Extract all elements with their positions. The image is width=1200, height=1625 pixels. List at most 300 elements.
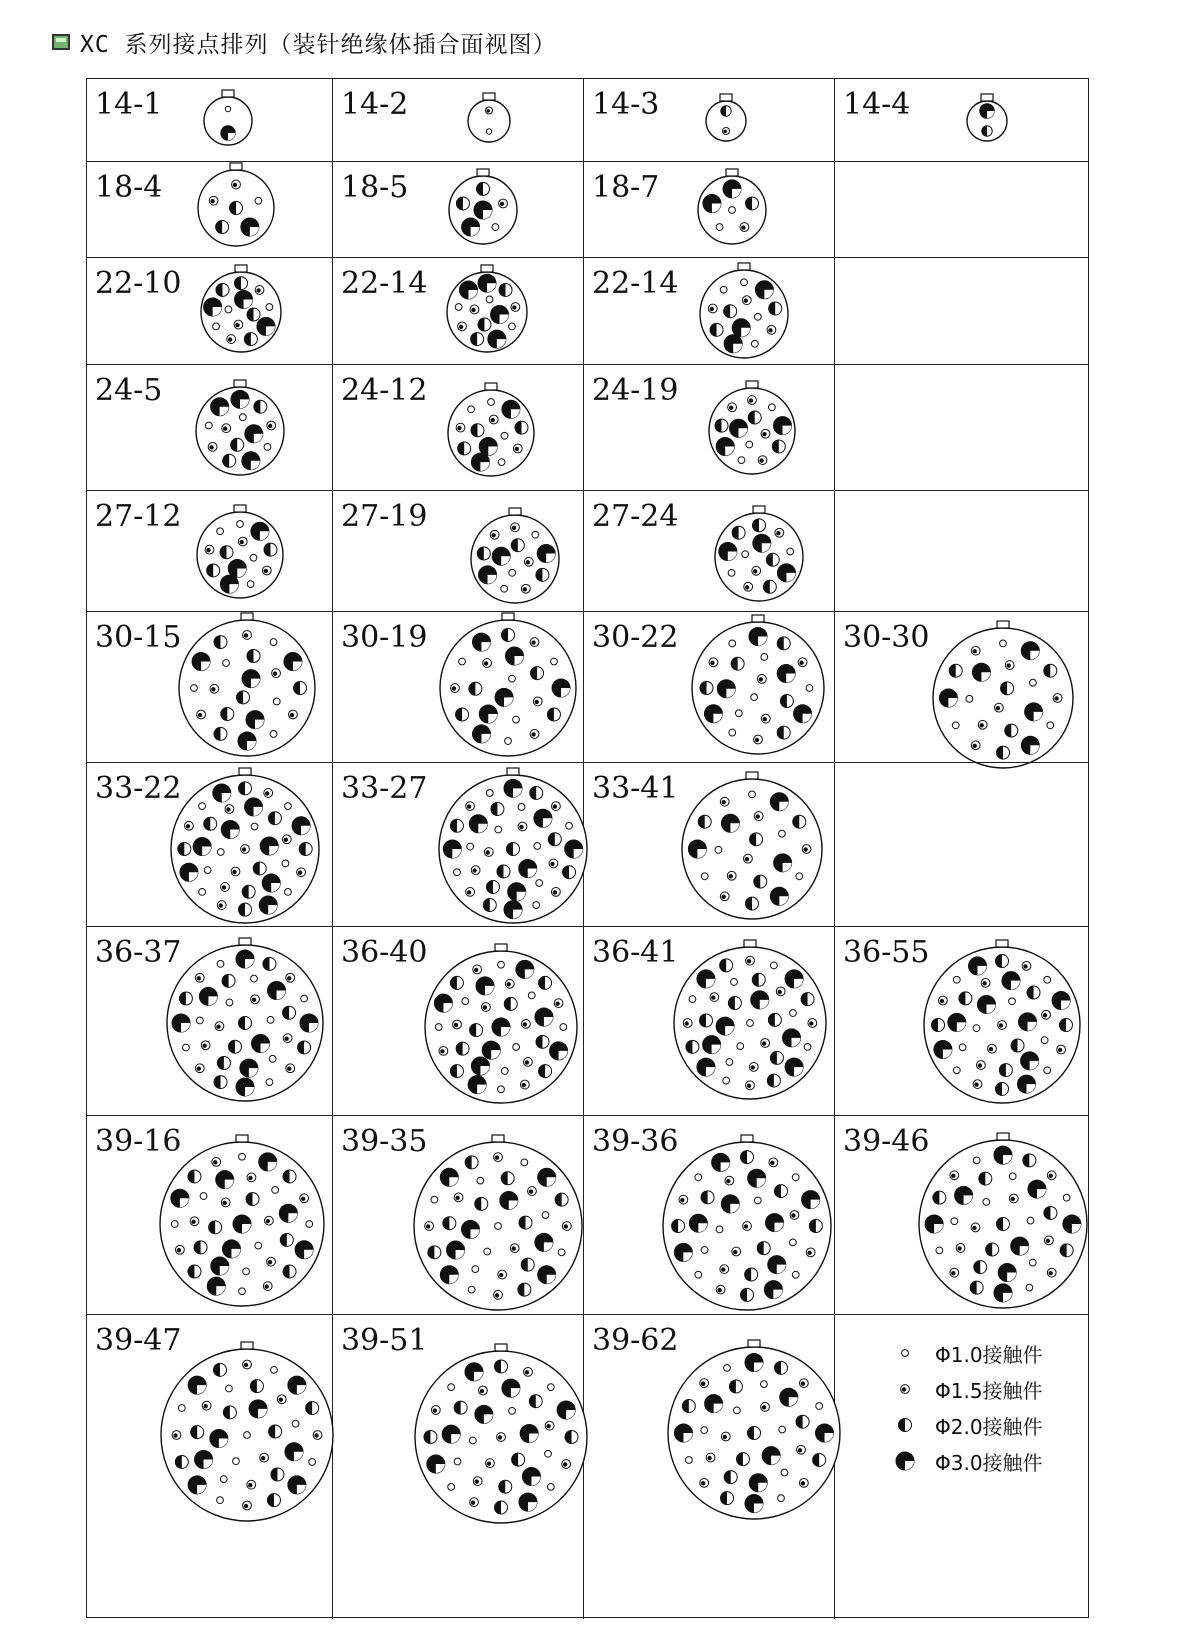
contact-pin — [272, 669, 281, 678]
layout-code: 27-12 — [95, 499, 182, 534]
contact-pin — [251, 975, 258, 982]
contact-pin — [729, 640, 736, 647]
contact-pin — [263, 957, 276, 970]
contact-pin — [458, 322, 467, 331]
contact-pin — [279, 1204, 297, 1222]
contact-pin — [504, 901, 522, 919]
contact-pin — [285, 1443, 303, 1461]
contact-pin — [434, 994, 452, 1012]
contact-pin — [194, 1241, 207, 1254]
contact-pin — [720, 959, 733, 972]
contact-pin — [188, 1476, 206, 1494]
insulator-outline — [468, 100, 510, 142]
contact-pin — [217, 528, 224, 535]
contact-pin — [497, 1433, 506, 1442]
contact-pin — [491, 803, 504, 816]
contact-pin — [1005, 724, 1018, 737]
contact-pin — [777, 564, 795, 582]
contact-pin — [747, 1020, 754, 1027]
connector-cell — [584, 927, 835, 1116]
contact-pin — [536, 568, 549, 581]
contact-pin — [701, 1191, 714, 1204]
contact-pin — [997, 1218, 1010, 1231]
connector-face-diagram — [333, 79, 584, 162]
contact-pin — [223, 660, 230, 667]
layout-code: 18-4 — [95, 170, 163, 205]
contact-pin — [983, 1198, 990, 1205]
contact-pin — [538, 1168, 556, 1186]
contact-pin — [712, 1153, 730, 1171]
connector-face-diagram — [584, 162, 835, 258]
contact-pin — [554, 999, 563, 1008]
contact-pin — [511, 303, 520, 312]
contact-pin — [565, 1431, 578, 1444]
keyway-tab — [509, 508, 521, 515]
contact-pin — [502, 1379, 520, 1397]
contact-pin — [217, 1057, 230, 1070]
contact-pin — [901, 1385, 910, 1394]
contact-pin — [299, 843, 312, 856]
contact-pin — [761, 654, 768, 661]
contact-pin — [454, 1401, 467, 1414]
contact-pin — [774, 854, 792, 872]
contact-pin — [424, 1431, 437, 1444]
contact-pin — [237, 521, 244, 528]
contact-pin — [509, 675, 516, 682]
contact-pin — [1042, 1010, 1051, 1019]
contact-pin — [183, 1044, 190, 1051]
contact-pin — [1027, 986, 1040, 999]
contact-pin — [283, 1006, 296, 1019]
contact-pin — [214, 636, 227, 649]
contact-pin — [552, 802, 561, 811]
contact-pin — [231, 390, 249, 408]
contact-pin — [1009, 1194, 1018, 1203]
contact-pin — [470, 305, 479, 314]
contact-pin — [260, 1453, 269, 1462]
contact-pin — [244, 1432, 251, 1439]
contact-pin — [513, 716, 520, 723]
contact-pin — [761, 1039, 770, 1048]
connector-face-diagram — [584, 491, 835, 612]
contact-pin — [494, 1290, 503, 1299]
contact-pin — [746, 1081, 755, 1090]
contact-pin — [459, 281, 477, 299]
contact-pin — [708, 304, 717, 313]
layout-code: 24-5 — [95, 373, 163, 408]
contact-pin — [201, 1041, 210, 1050]
connector-face-diagram — [333, 1116, 584, 1315]
legend-label: Φ2.0接触件 — [935, 1414, 1043, 1439]
contact-pin — [563, 866, 576, 879]
contact-pin — [431, 1406, 440, 1415]
contact-pin — [524, 557, 533, 566]
contact-pin — [520, 1080, 529, 1089]
contact-pin — [1044, 1067, 1051, 1074]
contact-pin — [744, 582, 753, 591]
connector-cell — [87, 365, 333, 491]
contact-pin — [516, 960, 534, 978]
contact-pin — [450, 976, 463, 989]
contact-pin — [685, 1457, 692, 1464]
contact-pin — [545, 1450, 552, 1457]
contact-pin — [1009, 998, 1016, 1005]
connector-face-diagram — [87, 79, 333, 162]
contact-pin — [749, 1474, 767, 1492]
contact-pin — [799, 1478, 808, 1487]
contact-pin — [1026, 1284, 1033, 1291]
contact-pin — [977, 995, 995, 1013]
connector-cell — [835, 763, 1090, 927]
keyway-tab — [741, 1135, 753, 1142]
layout-code: 27-19 — [341, 499, 428, 534]
contact-pin — [486, 1459, 495, 1468]
connector-cell — [333, 763, 584, 927]
contact-pin — [270, 639, 277, 646]
contact-pin — [280, 1233, 293, 1246]
contact-pin — [223, 454, 236, 467]
contact-pin — [217, 901, 226, 910]
contact-pin — [679, 1195, 688, 1204]
contact-pin — [495, 1223, 502, 1230]
legend-entry — [875, 1443, 1043, 1479]
contact-pin — [1047, 1171, 1056, 1180]
layout-code: 33-22 — [95, 771, 182, 806]
contact-pin — [736, 1453, 749, 1466]
contact-pin — [720, 1265, 729, 1274]
contact-pin — [748, 1169, 766, 1187]
contact-pin — [271, 1366, 278, 1373]
connector-face-diagram — [584, 258, 835, 365]
contact-pin — [757, 674, 766, 683]
connector-face-diagram — [87, 162, 333, 258]
contact-pin — [723, 180, 741, 198]
contact-pin — [247, 581, 254, 588]
contact-pin — [439, 1046, 448, 1055]
contact-pin — [774, 1361, 787, 1374]
contact-pin — [294, 682, 307, 695]
contact-pin — [558, 1249, 565, 1256]
contact-pin — [761, 1381, 768, 1388]
contact-pin — [1005, 661, 1014, 670]
contact-pin — [490, 530, 499, 539]
contact-pin — [479, 437, 497, 455]
contact-pin — [509, 569, 516, 576]
page-title: XC 系列接点排列（装针绝缘体插合面视图） — [80, 31, 557, 58]
connector-cell — [584, 491, 835, 612]
contact-pin — [221, 126, 235, 140]
document-icon — [52, 34, 70, 50]
contact-pin — [1021, 736, 1039, 754]
contact-pin — [225, 106, 230, 111]
contact-pin — [533, 697, 542, 706]
contact-pin — [266, 304, 273, 311]
contact-pin — [1011, 1039, 1024, 1052]
contact-pin — [262, 566, 271, 575]
contact-pin — [235, 277, 248, 290]
connector-cell — [333, 365, 584, 491]
connector-cell — [835, 162, 1090, 258]
contact-pin — [214, 1363, 227, 1376]
layout-code: 14-1 — [95, 87, 163, 122]
title-bar — [52, 26, 557, 58]
legend-entry — [875, 1335, 1043, 1371]
contact-pin — [473, 1477, 482, 1486]
connector-cell — [835, 79, 1090, 162]
contact-pin — [950, 1268, 959, 1277]
contact-pin — [454, 869, 461, 876]
contact-pin — [773, 417, 791, 435]
contact-pin — [456, 1042, 469, 1055]
keyway-tab — [495, 1344, 507, 1351]
connector-cell — [333, 1116, 584, 1315]
contact-pin — [939, 996, 948, 1005]
contact-pin — [951, 1218, 958, 1225]
contact-symbol-icon — [890, 1374, 920, 1404]
contact-pin — [948, 1013, 966, 1031]
contact-pin — [560, 1024, 567, 1031]
contact-pin — [994, 1146, 1012, 1164]
contact-pin — [282, 860, 289, 867]
contact-pin — [1029, 1259, 1036, 1266]
table-row — [87, 926, 1088, 1116]
contact-pin — [239, 1288, 246, 1295]
contact-pin — [796, 873, 803, 880]
contact-pin — [210, 1429, 228, 1447]
contact-pin — [284, 652, 302, 670]
contact-pin — [200, 1193, 207, 1200]
contact-pin — [741, 279, 748, 286]
contact-pin — [780, 1388, 798, 1406]
contact-pin — [519, 859, 537, 877]
contact-pin — [535, 1008, 553, 1026]
contact-pin — [269, 1425, 282, 1438]
contact-pin — [297, 868, 306, 877]
contact-pin — [243, 1360, 252, 1369]
keyway-tab — [753, 506, 765, 513]
connector-face-diagram — [87, 491, 333, 612]
contact-pin — [530, 730, 539, 739]
contact-pin — [199, 803, 206, 810]
connector-cell — [333, 491, 584, 612]
contact-pin — [213, 784, 231, 802]
contact-pin — [492, 547, 510, 565]
contact-pin — [190, 1217, 199, 1226]
contact-pin — [808, 1019, 817, 1028]
contact-pin — [746, 956, 755, 965]
contact-pin — [724, 1471, 737, 1484]
contact-pin — [715, 846, 722, 853]
contact-pin — [520, 1425, 538, 1443]
contact-pin — [285, 803, 292, 810]
table-row — [87, 490, 1088, 612]
contact-pin — [172, 1431, 181, 1440]
layout-code: 33-41 — [592, 771, 679, 806]
contact-pin — [267, 1494, 280, 1507]
contact-pin — [225, 805, 234, 814]
contact-pin — [518, 804, 525, 811]
contact-pin — [226, 999, 233, 1006]
keyway-tab — [726, 169, 738, 176]
contact-pin — [689, 1214, 707, 1232]
connector-cell — [87, 258, 333, 365]
contact-pin — [741, 1288, 754, 1301]
keyway-tab — [738, 263, 750, 270]
contact-pin — [518, 822, 527, 831]
contact-pin — [486, 129, 491, 134]
keyway-tab — [997, 1133, 1009, 1140]
contact-pin — [706, 1453, 715, 1462]
contact-pin — [249, 1400, 267, 1418]
keyway-tab — [748, 1340, 760, 1347]
contact-pin — [214, 727, 227, 740]
contact-pin — [755, 281, 773, 299]
contact-pin — [950, 1171, 959, 1180]
contact-pin — [959, 1044, 966, 1051]
contact-pin — [1009, 1173, 1016, 1180]
contact-pin — [521, 584, 530, 593]
contact-pin — [498, 1270, 507, 1279]
connector-cell — [835, 258, 1090, 365]
connector-cell — [87, 1315, 333, 1619]
contact-pin — [264, 443, 271, 450]
contact-pin — [242, 885, 255, 898]
contact-pin — [509, 1407, 516, 1414]
contact-pin — [767, 325, 776, 334]
contact-pin — [301, 995, 308, 1002]
contact-size-legend — [875, 1335, 1043, 1479]
connector-layout-table — [86, 78, 1089, 1618]
contact-pin — [192, 652, 210, 670]
contact-pin — [745, 1495, 763, 1513]
contact-pin — [450, 819, 463, 832]
connector-cell — [584, 612, 835, 763]
contact-pin — [902, 1350, 909, 1357]
contact-pin — [222, 1240, 240, 1258]
contact-pin — [513, 444, 522, 453]
contact-pin — [769, 1158, 778, 1167]
contact-pin — [793, 815, 806, 828]
contact-pin — [499, 1480, 512, 1493]
contact-pin — [777, 726, 790, 739]
contact-pin — [472, 725, 490, 743]
contact-pin — [534, 843, 541, 850]
contact-pin — [994, 1284, 1012, 1302]
contact-pin — [775, 528, 784, 537]
contact-pin — [427, 1455, 445, 1473]
contact-pin — [683, 1019, 692, 1028]
keyway-tab — [502, 613, 514, 620]
contact-pin — [283, 1170, 296, 1183]
contact-pin — [483, 899, 496, 912]
layout-code: 36-41 — [592, 935, 679, 970]
contact-pin — [204, 817, 217, 830]
contact-pin — [222, 424, 231, 433]
keyway-tab — [485, 383, 497, 390]
contact-pin — [246, 711, 264, 729]
contact-pin — [428, 1246, 441, 1259]
contact-pin — [509, 323, 516, 330]
contact-pin — [469, 682, 482, 695]
contact-pin — [1044, 1206, 1057, 1219]
layout-code: 27-24 — [592, 499, 679, 534]
contact-pin — [552, 888, 561, 897]
contact-pin — [476, 977, 494, 995]
contact-pin — [518, 1283, 531, 1296]
contact-pin — [495, 826, 502, 833]
contact-pin — [780, 695, 793, 708]
contact-pin — [471, 424, 484, 437]
contact-pin — [507, 843, 520, 856]
layout-code: 14-4 — [843, 87, 911, 122]
contact-pin — [469, 815, 487, 833]
contact-pin — [191, 685, 198, 692]
contact-pin — [1060, 1244, 1073, 1257]
contact-pin — [792, 1271, 799, 1278]
contact-pin — [488, 330, 506, 348]
connector-cell — [333, 927, 584, 1116]
contact-pin — [188, 1265, 201, 1278]
contact-pin — [221, 708, 234, 721]
contact-pin — [500, 1191, 518, 1209]
contact-pin — [440, 1168, 458, 1186]
contact-pin — [453, 1020, 462, 1029]
connector-face-diagram — [584, 927, 835, 1116]
contact-pin — [511, 539, 524, 552]
contact-pin — [752, 566, 761, 575]
contact-pin — [233, 1215, 251, 1233]
contact-pin — [263, 1282, 272, 1291]
connector-face-diagram — [584, 763, 835, 927]
contact-pin — [238, 537, 247, 546]
contact-pin — [550, 1042, 568, 1060]
contact-pin — [1053, 694, 1062, 703]
contact-pin — [530, 638, 539, 647]
contact-pin — [719, 542, 737, 560]
connector-face-diagram — [835, 79, 1090, 162]
connector-face-diagram — [333, 162, 584, 258]
contact-pin — [779, 830, 786, 837]
contact-pin — [539, 976, 552, 989]
contact-pin — [547, 1483, 554, 1490]
contact-pin — [431, 1196, 438, 1203]
contact-pin — [242, 670, 260, 688]
contact-pin — [716, 224, 723, 231]
contact-pin — [306, 1221, 313, 1228]
contact-pin — [451, 684, 460, 693]
contact-pin — [266, 1079, 273, 1086]
connector-face-diagram — [87, 612, 333, 763]
contact-pin — [729, 1380, 742, 1393]
contact-pin — [459, 658, 466, 665]
contact-pin — [764, 1281, 782, 1299]
layout-code: 39-47 — [95, 1323, 182, 1358]
contact-pin — [772, 440, 785, 453]
contact-pin — [450, 1065, 463, 1078]
contact-pin — [537, 544, 555, 562]
connector-cell — [584, 365, 835, 491]
layout-code: 39-51 — [341, 1323, 428, 1358]
contact-pin — [752, 973, 765, 986]
layout-code: 30-15 — [95, 620, 182, 655]
contact-pin — [259, 1153, 277, 1171]
contact-pin — [239, 903, 252, 916]
contact-pin — [470, 1024, 483, 1037]
contact-pin — [455, 304, 462, 311]
contact-pin — [701, 1247, 708, 1254]
contact-pin — [486, 790, 493, 797]
table-row — [87, 1115, 1088, 1315]
